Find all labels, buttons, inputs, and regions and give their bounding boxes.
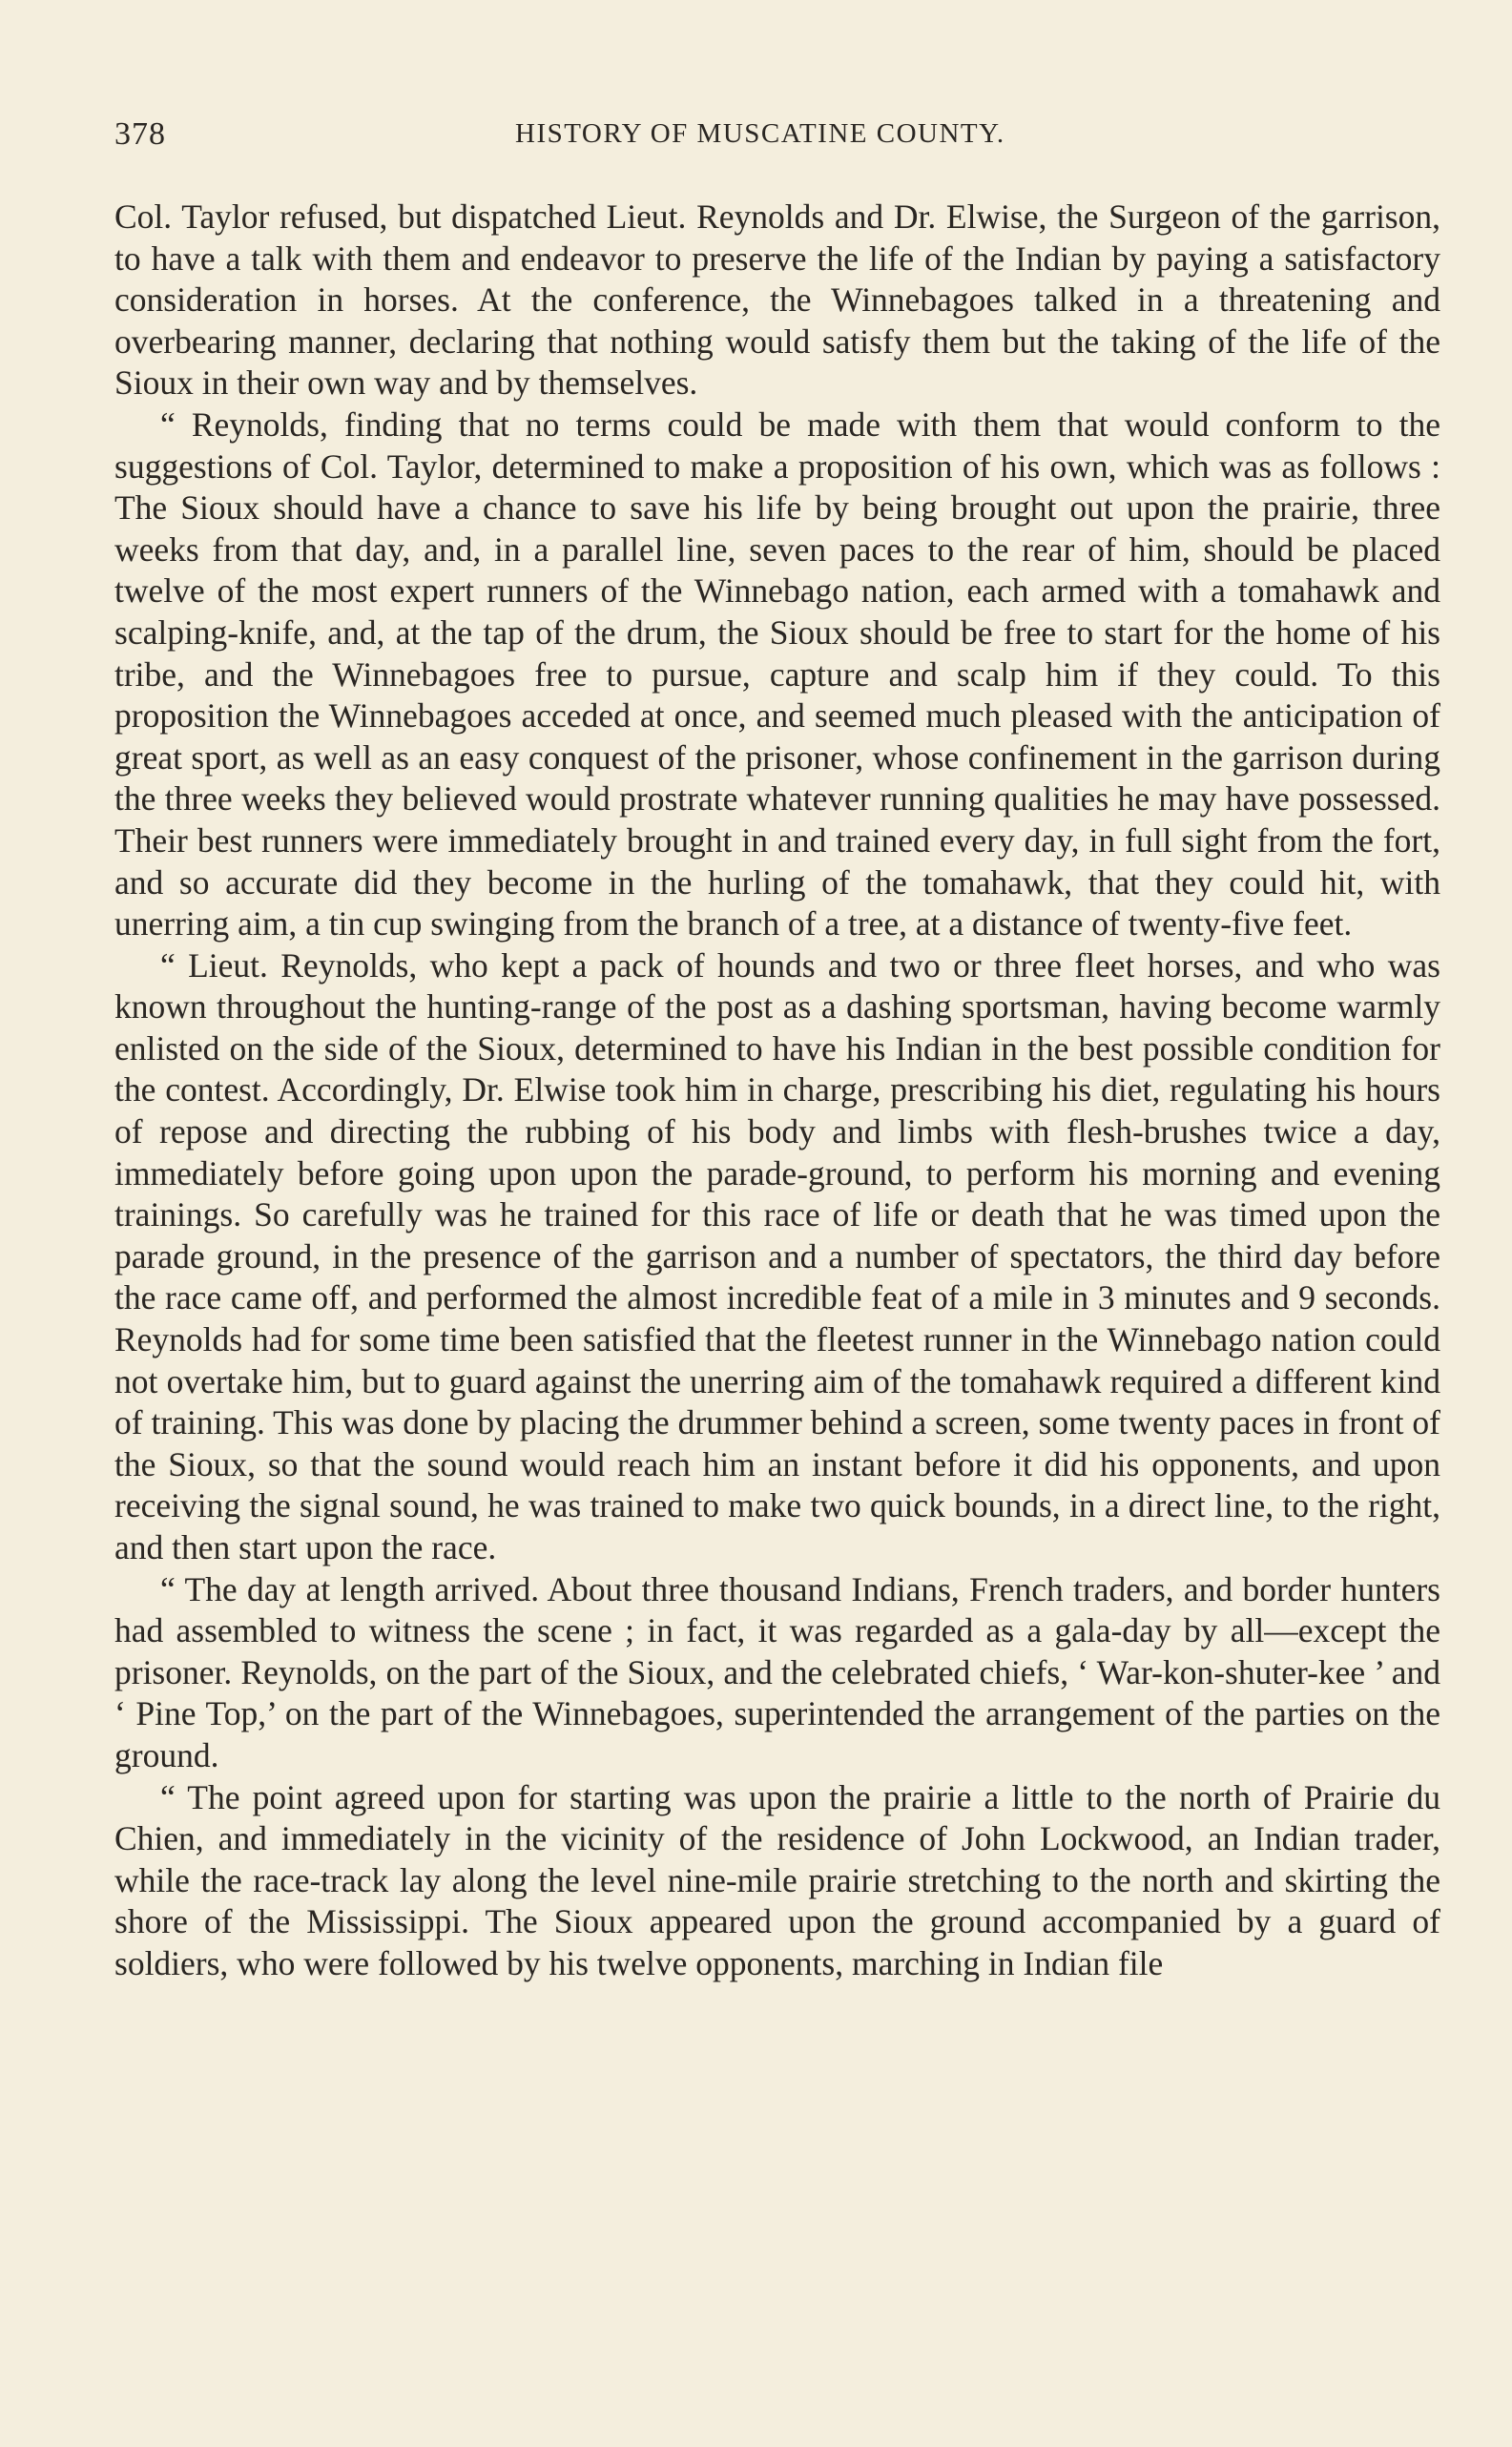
paragraph: “ The day at length arrived. About three thousand Indians, French traders, and border hunters had assembled to witness the scene ; in fact, it was regarded as a gala-day by all—except the prisoner. Reynolds, on the part of the Sioux, and the celebrated chiefs, ‘ War-kon-shuter-kee ’ and ‘ Pine Top,’ on the part of the Winnebagoes, superintended the arrangement of the parties on the ground. — [114, 1569, 1440, 1774]
paragraph: “ The point agreed upon for starting was upon the prairie a little to the north of Prairie du Chien, and immediately in the vicinity of the residence of John Lockwood, an Indian trader, while the race-track lay along the level nine-mile prairie stretching to the north and skirting the shore of the Mississippi. The Sioux appeared upon the ground accompanied by a guard of soldiers, who were followed by his twelve opponents, marching in Indian file — [114, 1777, 1440, 1982]
paragraph: “ Lieut. Reynolds, who kept a pack of hounds and two or three fleet horses, and who was known throughout the hunting-range of the post as a dashing sportsman, having become warmly enlisted on the side of the Sioux, determined to have his Indian in the best possible condition for the contest. Accordingly, Dr. Elwise took him in charge, prescribing his diet, regulating his hours of repose and directing the rubbing of his body and limbs with flesh-brushes twice a day, immediately before going upon upon the parade-ground, to perform his morning and evening trainings. So carefully was he trained for this race of life or death that he was timed upon the parade ground, in the presence of the garrison and a number of spectators, the third day before the race came off, and performed the almost incredible feat of a mile in 3 minutes and 9 seconds. Reynolds had for some time been satisfied that the fleetest runner in the Winnebago nation could not overtake him, but to guard against the unerring aim of the tomahawk required a different kind of training. This was done by placing the drummer behind a screen, some twenty paces in front of the Sioux, so that the sound would reach him an instant before it did his opponents, and upon receiving the signal sound, he was trained to make two quick bounds, in a direct line, to the right, and then start upon the race. — [114, 945, 1440, 1566]
paragraph: “ Reynolds, finding that no terms could be made with them that would conform to the suggestions of Col. Taylor, determined to make a proposition of his own, which was as follows : The Sioux should have a chance to save his life by being brought out upon the prairie, three weeks from that day, and, in a parallel line, seven paces to the rear of him, should be placed twelve of the most expert runners of the Winnebago nation, each armed with a tomahawk and scalping-knife, and, at the tap of the drum, the Sioux should be free to start for the home of his tribe, and the Winnebagoes free to pursue, capture and scalp him if they could. To this proposition the Winnebagoes acceded at once, and seemed much pleased with the anticipation of great sport, as well as an easy conquest of the prisoner, whose confinement in the garrison during the three weeks they believed would prostrate whatever running qualities he may have possessed. Their best runners were immediately brought in and trained every day, in full sight from the fort, and so accurate did they become in the hurling of the tomahawk, that they could hit, with unerring aim, a tin cup swinging from the branch of a tree, at a distance of twenty-five feet. — [114, 404, 1440, 944]
page-number: 378 — [114, 116, 166, 152]
body-text — [114, 197, 1440, 1985]
running-head: HISTORY OF MUSCATINE COUNTY. — [515, 118, 1005, 149]
page-header — [114, 116, 1440, 164]
paragraph: Col. Taylor refused, but dispatched Lieut. Reynolds and Dr. Elwise, the Surgeon of the garrison, to have a talk with them and endeavor to preserve the life of the Indian by paying a satisfactory consideration in horses. At the conference, the Winnebagoes talked in a threatening and overbearing manner, declaring that nothing would satisfy them but the taking of the life of the Sioux in their own way and by themselves. — [114, 197, 1440, 403]
